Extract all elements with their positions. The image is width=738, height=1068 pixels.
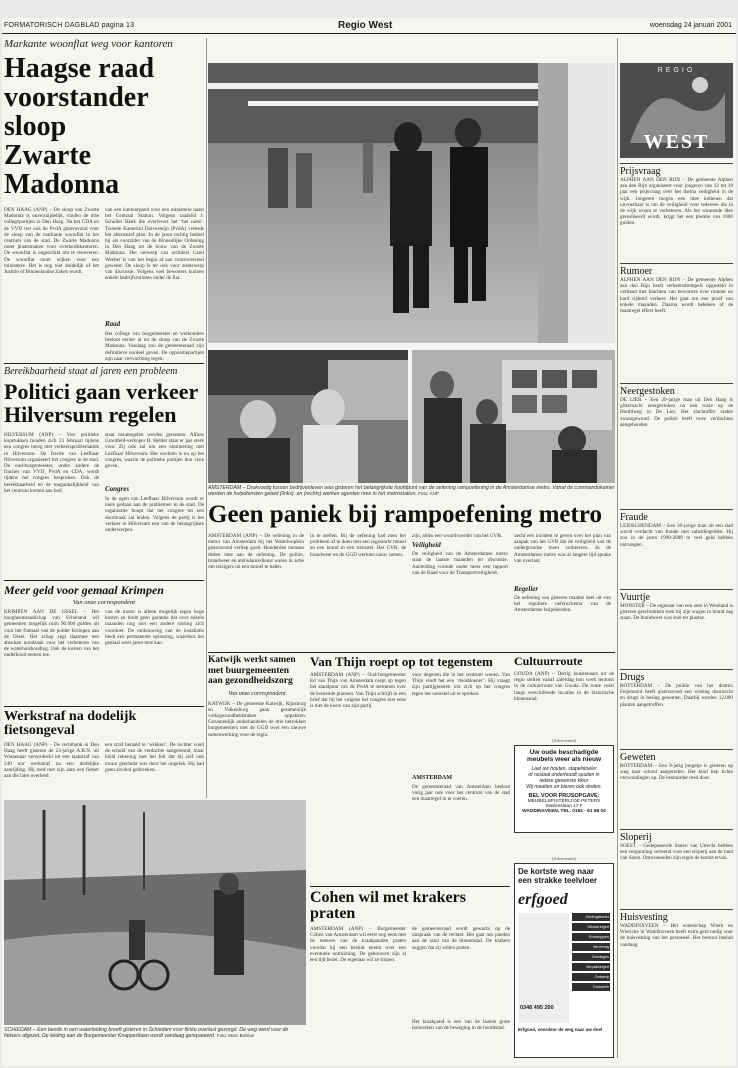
newspaper-page bbox=[2, 18, 736, 1066]
article-metro bbox=[208, 501, 615, 651]
article-body: in te stellen. Bij de oefening had men het probleem af te doen met een ingestorte tunnel en een brand in een treinstel. Het GVB, de brandweer en de GGD werkten nauw samen. bbox=[310, 533, 406, 558]
sidebar-item-heading: Vuurtje bbox=[620, 589, 733, 603]
article-body: van een kantoorpand voor een ministerie naast het Centraal Station. Volgens raadslid J. Schuller Heek die overlevert het ‘het niets’. Tweede Kamerlid Duivesteijn (PvdA) vreesde het alternatief plan. In de jaren tachtig bedoel hij als voorzitter van de Binnenlijke Ordening in Den Haag tot de bouw van de Zwarte Madonna. Het ontwerp van architect Carel Weeber is van het begin af aan controversieel geweest. De sloop is ter ook voor onderwerp van discussie. Volgens veel bewoners kunnen enkele bedrijfsruimten onder de flat. bbox=[105, 207, 204, 282]
kicker: Bereikbaarheid staat al jaren een probleem bbox=[4, 363, 204, 377]
article-body: de gemeenteraad wordt gewacht op de uitspraak van de rechter. Het gaat om panden aan de rand van de binnenstad. De krakers zeggen dat zij willen praten. bbox=[412, 926, 510, 951]
ad-line: BEL VOOR PRIJSOPGAVE: bbox=[528, 793, 600, 799]
article-krimpen bbox=[4, 580, 204, 700]
ad-service-item: Drukwerk bbox=[572, 983, 610, 991]
article-body: een straf betaald te ‘wikken’. De rechter vond de schuld van de verdachte aangetoond, maar hield rekening met het feit dat hij zelf ook zwaar geschokt was door het ongeluk. Hij had geen alcohol gedronken. bbox=[105, 742, 204, 773]
ad-service-item: Enveloppen bbox=[572, 933, 610, 941]
ad-line: meubels weer als nieuw bbox=[526, 756, 602, 763]
headline-line: Zwarte Madonna bbox=[4, 140, 120, 200]
page-header bbox=[2, 18, 736, 34]
byline: Van onze correspondent bbox=[72, 599, 136, 606]
ad-service-item: Ververing bbox=[572, 943, 610, 951]
ad-line: Uw oude beschadigde bbox=[529, 749, 599, 756]
ad-label: (Advertentie) bbox=[551, 856, 577, 861]
headline-line: Haagse raad bbox=[4, 53, 155, 84]
sidebar-list bbox=[620, 163, 733, 993]
ad-footer: Erfgoed, voordeur de weg naar uw doel bbox=[518, 1027, 603, 1032]
sidebar-item-body: ROTTERDAM – De politie van het district Feijenoord heeft gisteravond een woning doorzocht en drugs in beslag genomen. Daarbij werden 12.000 planten aangetroffen. bbox=[620, 683, 733, 708]
subheading: Veiligheid bbox=[412, 541, 441, 550]
ad-service-item: Omslagen bbox=[572, 953, 610, 961]
article-body: KRIMPEN AAN DE IJSSEL – Het hoogheemraadschap van Schieland wil gemeenten mogelijk ruim 90.000 gulden uit voor het framaal van de polder Krimpen aan de IJssel. Het schap zegt daarmee een absolute noodzaak voor het verbeteren van de waterhuishouding. Ook de kosten van het onderhoud nemen toe. bbox=[4, 609, 99, 659]
ad-line: De kortste weg naar bbox=[518, 867, 595, 876]
headline: Geen paniek bij rampoefening metro bbox=[208, 501, 602, 528]
article-werkstraf bbox=[4, 706, 204, 796]
ad-service-item: Verpakkingen bbox=[572, 963, 610, 971]
article-zwarte-madonna bbox=[4, 38, 204, 362]
ad-service-item: Ontwerp bbox=[572, 973, 610, 981]
sidebar-item bbox=[620, 263, 733, 379]
sidebar-item-heading: Geweten bbox=[620, 749, 733, 763]
article-body: HILVERSUM (ANP) – Vier politieke kopstukken houden zich 23 februari tijdens een congres bezig met verkeersproblematiek in Hilversum. De fractie van Leefbaar Hilversum organiseert het congres in de stad. De oud-burgemeester, onder andere de fracties van VVD, PvdA en CDA, wordt tijdens het congres besproken. Ook de bereikbaarheid en de toegankelijkheid van het centrum komen aan bod. bbox=[4, 432, 99, 494]
sidebar-item-heading: Drugs bbox=[620, 669, 733, 683]
sidebar-item bbox=[620, 829, 733, 905]
article-body: KATWIJK – De gemeente Katwijk, Rijnsburg en Valkenburg gaan gezamenlijk volksgezondheidstaken oppakken. Gezamenlijk onderhandelen de drie betrokken burgemeesters met de GGD over een nieuwe samenwerking voor de regio. bbox=[208, 700, 306, 738]
header-center: Regio West bbox=[338, 20, 393, 31]
ad-phone: 0348 495 200 bbox=[520, 1005, 554, 1011]
sidebar-item-heading: Rumoer bbox=[620, 263, 733, 277]
subheading: Regelier bbox=[514, 585, 539, 593]
sidebar-item-heading: Neergestoken bbox=[620, 383, 733, 397]
article-body: staat maatregelen worden genomen. Alfons Grootfeld-verkoper B. Helder staat er pas sterk voor. Zij ook zal om een ontmoeting met Leefbaar Hilversum. Het wachten is nu op het congres, waarin de politieke partijen hun visie geven. bbox=[105, 432, 204, 470]
sidebar-item-heading: Prijsvraag bbox=[620, 163, 733, 177]
sidebar-item-heading: Huisvesting bbox=[620, 909, 733, 923]
article-body: Het kraakpand is een van de laatste grote bolwerken van de beweging in de hoofdstad. bbox=[412, 1019, 510, 1032]
ad-line: Wij maatten en bieren ook strelen. bbox=[526, 784, 602, 790]
sidebar-item bbox=[620, 163, 733, 259]
photo-rescue-workers bbox=[208, 350, 408, 483]
headline-line: Hilversum regelen bbox=[4, 402, 177, 427]
subheading: Raad bbox=[105, 320, 121, 328]
sidebar-item-body: SOEST – Gedeputeerde Staten van Utrecht hebben een vergunning verleend voor een sloperij aan de rand van Soest. Omwonenden zijn tegen de komst ervan. bbox=[620, 843, 733, 862]
article-body: oecht een incident te geven over het plan van aanpak van het GVB dat de veiligheid van de ondergrondse moet verbeteren. In de Amsterdamse metro was al langere tijd sprake van overlast. bbox=[514, 533, 611, 564]
article-body: DEN HAAG (ANP) – De sloop van Zwarte Madonna is onvermijdelijk, vinden de drie collegepartijen in Den Haag. Na het CDA en de VVD riet ook de PvdA gisteravond voor de sloop van de markante woonflat in het centrum van de stad. De Zwarte Madonna moet plaatsmaken voor overheidskantoren. De woonflat is ongeschikt om te renoveren. De woonflat moet wijken voor een ministerie. Het is nog niet duidelijk of het Justitie of Binnenlandse Zaken wordt. bbox=[4, 207, 99, 276]
sidebar-news bbox=[620, 163, 733, 1063]
article-cohen bbox=[310, 886, 510, 1056]
article-body: In de ogen van Leefbaar Hilversum wordt er niets gedaan aan de problemen in de stad. De organisatie hoopt dat het congres tot een doorbraak zal leiden. Volgens de partij is het verkeer in Hilversum een van de belangrijkste onderwerpen. bbox=[105, 496, 204, 534]
article-body: De veiligheid van de Amsterdamse metro staat de laatste maanden ter discussie. Aanleiding vormde onder meer een rapport van de Raad voor de Transportveiligheid. bbox=[412, 551, 508, 576]
article-body: AMSTERDAM (ANP) – Burgemeester Cohen van Amsterdam wil eerst nog eens met de mensen van de kraakpanden praten voordat hij een besluit neemt over een eventuele ontruiming. De gebouwen zijn al een tijd bezet. De eigenaar wil ze slopen. bbox=[310, 926, 406, 964]
article-van-thijn bbox=[310, 655, 510, 880]
photo-schiedam-svg bbox=[4, 800, 306, 1025]
logo-top-text: REGIO bbox=[657, 67, 696, 74]
sidebar-item bbox=[620, 589, 733, 665]
metro-photo-caption bbox=[208, 485, 615, 498]
photo-metro-svg bbox=[208, 63, 615, 343]
caption-text: AMSTERDAM – Drukvoelig tussen bedrijvenleven was gisteren het belangrijkste hoofdpunt van de oefening rampoefening in de Amsterdamse metro. Vanaf de commandokamer werden de hulpdiensten geleid (links), en (rechts) werken agenten mee in het metrostation. bbox=[208, 485, 615, 498]
caption-credit: Foto: Marc Bolsius bbox=[216, 1033, 255, 1039]
section-rule bbox=[208, 652, 615, 653]
ad-line: MEUBELSPUITERIJ DE PETERS bbox=[527, 799, 601, 804]
headline-line: Politici gaan verkeer bbox=[4, 379, 199, 404]
sidebar-item bbox=[620, 509, 733, 585]
sidebar-item bbox=[620, 383, 733, 505]
sidebar-item-heading: Fraude bbox=[620, 509, 733, 523]
photo-rescue-svg bbox=[208, 350, 408, 483]
advertisement-erfgoed bbox=[514, 863, 614, 1058]
headline: Katwijk werkt samen met buurgemeenten aan gezondheidszorg bbox=[208, 655, 296, 686]
article-body: De oefening van gisteren maakte deel uit van het reguliere oefenschema van de Amsterdamse hulpdiensten. bbox=[514, 595, 611, 614]
article-body: Het college van burgemeester en wethouders besloot eerder al tot de sloop van de Zwarte Madonna. Vandaag zou de gemeenteraad zijn definitieve oordeel geven. De oppositiepartijen zijn naar verwachting tegen. bbox=[105, 331, 204, 362]
article-body: GOUDA (ANP) – Dertig kunstenaars uit de regio stellen vanaf zaterdag hun werk tentoon in de cultuurroute van Gouda. De route voert langs verschillende locaties in de historische binnenstad. bbox=[514, 671, 614, 702]
sidebar-item bbox=[620, 669, 733, 745]
sidebar-item-body: LEIDSCHENDAM – Een 36-jarige man uit een stad wordt verdacht van fraude met subsidiegelden. Hij zou in de jaren 1999-2000 te veel geld hebben ontvangen. bbox=[620, 523, 733, 548]
headline: Meer geld voor gemaal Krimpen bbox=[4, 580, 204, 596]
sidebar-item-body: ALPHEN AAN DEN RIJN – De gemeente Alphen aan den Rijn organiseert voor jongeren van 12 tot 18 jaar een prijsvraag over het thema veiligheid in de wijk. Jongeren mogen een idee indienen dat uitvoerbaar is om de veiligheid voor iedereen die in de wijk woont te verbeteren. Als het winnende idee gerealiseerd wordt, krijgt het een premie van 1000 gulden. bbox=[620, 177, 733, 227]
ad-line: Laat uw houten, stapelstoeler bbox=[531, 766, 597, 772]
sidebar-item-body: ALPHEN AAN DEN RIJN – De gemeente Alphen aan den Rijn heeft verkeersdrempels opgesteld in verband met klachten van bewoners over rumoer en hard rijdend verkeer. Het gaat om een proef van enkele maanden. Daarna wordt bekeken of de maatregel effect heeft. bbox=[620, 277, 733, 315]
article-body: voor degenen die in het centrum wonen. Van Thijn vindt het een ‘dooddoener’. Hij vraagt zijn partijgenoten om zich op het congres tegen het voorstel uit te spreken. bbox=[412, 672, 510, 697]
logo-bottom-text: WEST bbox=[643, 131, 710, 153]
schiedam-caption bbox=[4, 1027, 306, 1047]
headline: Van Thijn roept op tot tegenstem bbox=[310, 654, 493, 669]
headline: Cultuurroute bbox=[514, 654, 583, 668]
article-cultuurroute bbox=[514, 655, 614, 735]
headline: Werkstraf na dodelijk fietsongeval bbox=[4, 706, 204, 738]
header-right: woensdag 24 januari 2001 bbox=[649, 22, 732, 29]
ad-text-block bbox=[518, 913, 569, 1023]
sidebar-item-heading: Sloperij bbox=[620, 829, 733, 843]
article-body: zijn, aldus een woordvoerder van het GVB. bbox=[412, 533, 503, 539]
photo-control-room bbox=[412, 350, 615, 483]
sidebar-item bbox=[620, 909, 733, 993]
subheading: AMSTERDAM bbox=[412, 775, 452, 781]
byline: Van onze correspondent bbox=[228, 690, 286, 697]
caption-text: SCHIEDAM – Een bende in een waterleiding breeft gisteren in Schiedam voor flinke overlast gezorgd. De weg werd voor de fietsers afgezet. De leiding aan de Burgemeester Knappertlaan wordt vandaag gerepareerd. bbox=[4, 1027, 289, 1040]
article-hilversum bbox=[4, 363, 204, 575]
ad-label: (Advertentie) bbox=[551, 738, 577, 743]
article-body: DEN HAAG (ANP) – De rechtbank in Den Haag heeft gisteren de 23-jarige A.R.N. uit Wassenaar veroordeeld tot een taakstraf van 240 uur werkstraf na een dodelijke aanrijding. Hij reed met zijn auto een fietser aan die later overleed. bbox=[4, 742, 99, 780]
article-body: van de motor is alleen mogelijk tegen hoge kosten en biedt geen garantie dat over enkele maanden nog niet een andere storing zich voordoet. De ombouwing van de installatie biedt een permanente oplossing, waardoor het gemaal weer jaren mee kan. bbox=[105, 609, 204, 647]
sidebar-item-body: DE LIER – Een 29-jarige man uit Den Haag is gisternacht neergestoken na een ruzie op de Hoofdweg in De Lier. Het slachtoffer raakte zwaargewond. De politie heeft twee verdachten aangehouden. bbox=[620, 397, 733, 428]
sidebar-item-body: ROTTERDAM – Een 9-jarig jongetje is gisteren op weg naar school aangereden. Het kind liep lichte verwondingen op. De bestuurder reed door. bbox=[620, 763, 733, 782]
headline bbox=[4, 380, 204, 426]
sidebar-item-body: WADDINXVEEN – Het waterschap Wierk en Wiericke in Waddinxveen heeft extra geld nodig voor de huisvesting van het personeel. Het bestuur besluit vandaag. bbox=[620, 923, 733, 948]
ad-service-item: Uitvoeringen bbox=[572, 923, 610, 931]
column-divider bbox=[617, 38, 618, 1058]
photo-schiedam bbox=[4, 800, 306, 1025]
kicker: Markante woonflat weg voor kantoren bbox=[4, 38, 173, 50]
photo-control-svg bbox=[412, 350, 615, 483]
advertisement-meubels bbox=[514, 745, 614, 833]
regio-west-logo bbox=[620, 63, 733, 158]
headline: Cohen wil met krakers praten bbox=[310, 886, 510, 922]
sidebar-item-body: MONSTER – De eigenaar van een auto in Westland is gisteren geschrokken toen hij zijn wagen in brand zag staan. De brandweer was snel ter plaatse. bbox=[620, 603, 733, 622]
header-left: FORMATORISCH DAGBLAD pagina 13 bbox=[4, 22, 135, 29]
headline-line: voorstander sloop bbox=[4, 82, 149, 142]
article-body: AMSTERDAM (ANP) – Oud-burgemeester Ed van Thijn van Amsterdam roept op tegen het standpunt van de PvdA te stemmen over de komende plannen. Van Thijn schrijft in een brief dat hij het volgens het congres niet eens is met de koers van zijn partij. bbox=[310, 672, 406, 710]
article-body: AMSTERDAM (ANP) – De oefening in de metro van Amsterdam bij het Waterlooplein gisteravond verliep goed. Honderden mensen deden mee aan de oefening. De politie, brandweer en ambulancedienst waren in actie om reizigers uit een tunnel te halen. bbox=[208, 533, 304, 571]
column-divider bbox=[206, 38, 207, 798]
caption-credit: Foto: ANP bbox=[418, 491, 439, 497]
article-body: De gemeenteraad van Amsterdam besloot vorig jaar ook voor het centrum van de stad een maatregel in te voeren. bbox=[412, 784, 510, 803]
ad-line: WADDINXVEEN, TEL. 0182 - 61 88 04 bbox=[522, 809, 606, 814]
ad-service-list bbox=[572, 913, 610, 1023]
headline bbox=[4, 54, 204, 199]
subheading: Congres bbox=[105, 485, 130, 493]
ad-service-item: Kortingsteeler bbox=[572, 913, 610, 921]
ad-line: Stationslaan 17 F bbox=[545, 804, 583, 809]
ad-line: een strakke teelvloer bbox=[518, 876, 598, 885]
photo-metro-station bbox=[208, 63, 615, 343]
sidebar-item bbox=[620, 749, 733, 825]
ad-line: of nostaal onderhoudt spuiten in bbox=[528, 772, 600, 778]
ad-brand: erfgoed bbox=[518, 891, 568, 908]
ad-line: iedere gewenste kleur bbox=[539, 778, 589, 784]
